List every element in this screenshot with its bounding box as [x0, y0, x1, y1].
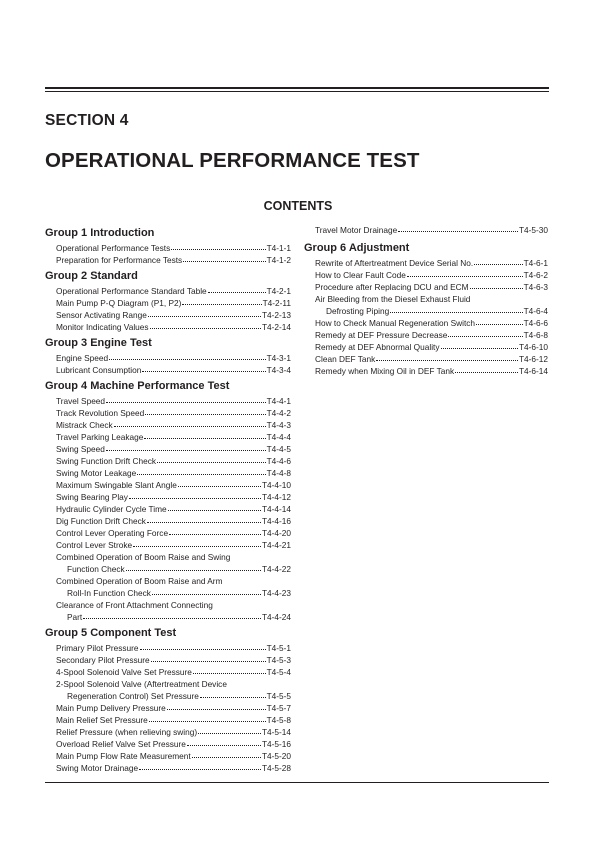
contents-heading: CONTENTS	[263, 199, 333, 213]
dot-leader	[183, 260, 265, 262]
toc-entry-text: 2-Spool Solenoid Valve (Aftertreatment Device	[56, 679, 227, 689]
dot-leader	[151, 660, 266, 662]
toc-entry[interactable]	[45, 750, 291, 762]
dot-leader	[150, 327, 261, 329]
page-title: OPERATIONAL PERFORMANCE TEST	[45, 149, 420, 172]
toc-entry-text: How to Check Manual Regeneration Switch	[315, 318, 476, 328]
toc-entry-text: Roll-In Function Check	[67, 588, 151, 598]
toc-entry-text: Control Lever Stroke	[56, 540, 133, 550]
toc-entry[interactable]	[45, 539, 291, 551]
toc-entry-text: Preparation for Performance Tests	[56, 255, 183, 265]
toc-entry-text: Swing Bearing Play	[56, 492, 128, 502]
toc-entry-text: Hydraulic Cylinder Cycle Time	[56, 504, 167, 514]
toc-entry-continuation	[56, 690, 291, 702]
dot-leader	[208, 291, 266, 293]
toc-entry-text: Swing Speed	[56, 444, 105, 454]
toc-page-number: T4-6-12	[518, 354, 548, 364]
toc-entry[interactable]	[45, 297, 291, 309]
toc-page-number: T4-6-14	[518, 366, 548, 376]
toc-entry-text: Travel Speed	[56, 396, 106, 406]
dot-leader	[198, 732, 261, 734]
dot-leader	[109, 358, 265, 360]
dot-leader	[455, 371, 518, 373]
toc-entry[interactable]	[45, 321, 291, 333]
toc-group-title: Group 3 Engine Test	[45, 337, 152, 349]
toc-entry-text: Dig Function Drift Check	[56, 516, 146, 526]
toc-page-number: T4-6-2	[523, 270, 548, 280]
toc-entry[interactable]	[45, 285, 291, 297]
toc-entry[interactable]	[45, 254, 291, 266]
toc-group-title: Group 5 Component Test	[45, 627, 177, 639]
toc-entry-text: Maximum Swingable Slant Angle	[56, 480, 177, 490]
dot-leader	[448, 335, 522, 337]
toc-entry-text: Mistrack Check	[56, 420, 113, 430]
dot-leader	[470, 287, 523, 289]
toc-page-number: T4-5-7	[266, 703, 291, 713]
toc-entry[interactable]	[45, 714, 291, 726]
dot-leader	[171, 248, 265, 250]
toc-entry-text: 4-Spool Solenoid Valve Set Pressure	[56, 667, 192, 677]
toc-page-number: T4-4-23	[261, 588, 291, 598]
dot-leader	[142, 370, 265, 372]
toc-entry-text: Clearance of Front Attachment Connecting	[56, 600, 213, 610]
toc-entry[interactable]	[304, 317, 548, 329]
toc-entry[interactable]	[304, 293, 548, 317]
toc-page-number: T4-5-3	[266, 655, 291, 665]
toc-page-number: T4-4-22	[261, 564, 291, 574]
toc-group-title: Group 4 Machine Performance Test	[45, 380, 230, 392]
toc-entry-text: Monitor Indicating Values	[56, 322, 149, 332]
toc-entry[interactable]	[45, 678, 291, 702]
toc-entry[interactable]	[45, 443, 291, 455]
toc-page-number: T4-4-14	[261, 504, 291, 514]
toc-entry[interactable]	[45, 352, 291, 364]
toc-entry[interactable]	[304, 353, 548, 365]
toc-page-number: T4-3-1	[266, 353, 291, 363]
toc-entry-continuation	[56, 611, 291, 623]
toc-group-title: Group 6 Adjustment	[304, 242, 410, 254]
toc-page-number: T4-1-1	[266, 243, 291, 253]
toc-entry-text: Remedy at DEF Pressure Decrease	[315, 330, 448, 340]
toc-entry-text: Remedy when Mixing Oil in DEF Tank	[315, 366, 455, 376]
toc-entry[interactable]	[304, 341, 548, 353]
toc-page-number: T4-5-20	[261, 751, 291, 761]
dot-leader	[192, 756, 261, 758]
toc-entry-text: Lubricant Consumption	[56, 365, 142, 375]
dot-leader	[152, 593, 261, 595]
dot-leader	[148, 315, 261, 317]
toc-page-number: T4-4-5	[266, 444, 291, 454]
dot-leader	[168, 509, 261, 511]
toc-entry-text: Remedy at DEF Abnormal Quality	[315, 342, 440, 352]
toc-entry[interactable]	[45, 395, 291, 407]
toc-page-number: T4-2-13	[261, 310, 291, 320]
toc-entry-text: Travel Parking Leakage	[56, 432, 144, 442]
toc-entry-text: Relief Pressure (when relieving swing)	[56, 727, 198, 737]
toc-entry-text: Operational Performance Standard Table	[56, 286, 207, 296]
toc-right-column	[304, 222, 548, 377]
toc-entry[interactable]	[45, 599, 291, 623]
dot-leader	[376, 359, 518, 361]
dot-leader	[157, 461, 266, 463]
toc-entry-text: Engine Speed	[56, 353, 109, 363]
toc-page-number: T4-2-1	[266, 286, 291, 296]
toc-page-number: T4-4-20	[261, 528, 291, 538]
toc-page-number: T4-5-30	[518, 225, 548, 235]
toc-entry[interactable]	[45, 467, 291, 479]
toc-entry-text: Operational Performance Tests	[56, 243, 171, 253]
toc-entry-text: Defrosting Piping	[326, 306, 390, 316]
toc-page-number: T4-1-2	[266, 255, 291, 265]
dot-leader	[126, 569, 261, 571]
toc-entry[interactable]	[45, 642, 291, 654]
dot-leader	[114, 425, 266, 427]
toc-entry[interactable]	[45, 242, 291, 254]
toc-page-number: T4-4-8	[266, 468, 291, 478]
section-label: SECTION 4	[45, 112, 129, 129]
toc-group-title: Group 1 Introduction	[45, 227, 155, 239]
dot-leader	[144, 437, 265, 439]
toc-entry[interactable]	[304, 257, 548, 269]
toc-page-number: T4-4-3	[266, 420, 291, 430]
toc-page-number: T4-5-14	[261, 727, 291, 737]
toc-page-number: T4-4-12	[261, 492, 291, 502]
toc-entry-text: Air Bleeding from the Diesel Exhaust Fluid	[315, 294, 471, 304]
toc-entry[interactable]	[45, 702, 291, 714]
toc-entry[interactable]	[45, 527, 291, 539]
toc-page-number: T4-5-16	[261, 739, 291, 749]
toc-page-number: T4-6-6	[523, 318, 548, 328]
toc-entry-text: Overload Relief Valve Set Pressure	[56, 739, 186, 749]
toc-entry[interactable]	[45, 491, 291, 503]
toc-entry-text: Combined Operation of Boom Raise and Swing	[56, 552, 231, 562]
dot-leader	[145, 413, 265, 415]
toc-page-number: T4-6-1	[523, 258, 548, 268]
toc-page-number: T4-4-10	[261, 480, 291, 490]
toc-entry[interactable]	[45, 455, 291, 467]
toc-entry[interactable]	[45, 309, 291, 321]
dot-leader	[139, 768, 261, 770]
toc-entry-text: Control Lever Operating Force	[56, 528, 169, 538]
toc-entry-text: How to Clear Fault Code	[315, 270, 406, 280]
toc-entry[interactable]	[45, 479, 291, 491]
toc-entry[interactable]	[304, 269, 548, 281]
dot-leader	[441, 347, 518, 349]
toc-page-number: T4-4-4	[266, 432, 291, 442]
toc-page-number: T4-5-8	[266, 715, 291, 725]
toc-entry[interactable]	[45, 364, 291, 376]
toc-entry[interactable]	[304, 224, 548, 236]
toc-entry[interactable]	[45, 575, 291, 599]
toc-entry-text: Sensor Activating Range	[56, 310, 147, 320]
toc-page-number: T4-2-14	[261, 322, 291, 332]
toc-entry-text: Main Pump Delivery Pressure	[56, 703, 166, 713]
toc-entry[interactable]	[45, 666, 291, 678]
header-rule-thin	[45, 91, 549, 92]
toc-page-number: T4-6-8	[523, 330, 548, 340]
dot-leader	[147, 521, 261, 523]
toc-entry-text: Primary Pilot Pressure	[56, 643, 139, 653]
toc-entry-text: Part	[67, 612, 83, 622]
toc-entry-text: Swing Motor Leakage	[56, 468, 137, 478]
toc-entry[interactable]	[45, 654, 291, 666]
toc-entry-text: Regeneration Control) Set Pressure	[67, 691, 199, 701]
toc-entry-text: Rewrite of Aftertreatment Device Serial No.	[315, 258, 474, 268]
toc-entry-text: Function Check	[67, 564, 125, 574]
toc-entry-text: Main Pump P-Q Diagram (P1, P2)	[56, 298, 182, 308]
dot-leader	[476, 323, 523, 325]
header-rule-thick	[45, 87, 549, 89]
dot-leader	[474, 263, 522, 265]
dot-leader	[83, 617, 261, 619]
toc-page-number: T4-4-16	[261, 516, 291, 526]
toc-page-number: T4-4-21	[261, 540, 291, 550]
toc-entry-text: Combined Operation of Boom Raise and Arm	[56, 576, 223, 586]
toc-entry-continuation	[56, 587, 291, 599]
toc-page-number: T4-6-4	[523, 306, 548, 316]
dot-leader	[187, 744, 261, 746]
toc-left-column	[45, 222, 291, 774]
toc-page-number: T4-2-11	[262, 298, 291, 308]
toc-entry-text: Swing Motor Drainage	[56, 763, 139, 773]
toc-entry-text: Swing Function Drift Check	[56, 456, 157, 466]
dot-leader	[149, 720, 266, 722]
dot-leader	[390, 311, 522, 313]
toc-entry-text: Main Relief Set Pressure	[56, 715, 148, 725]
toc-page-number: T4-4-1	[266, 396, 291, 406]
dot-leader	[407, 275, 523, 277]
dot-leader	[182, 303, 261, 305]
dot-leader	[133, 545, 261, 547]
toc-entry[interactable]	[45, 515, 291, 527]
toc-entry[interactable]	[45, 407, 291, 419]
toc-entry[interactable]	[304, 329, 548, 341]
toc-page-number: T4-5-1	[266, 643, 291, 653]
toc-page-number: T4-5-28	[261, 763, 291, 773]
toc-entry[interactable]	[304, 281, 548, 293]
toc-entry[interactable]	[45, 762, 291, 774]
dot-leader	[106, 449, 266, 451]
toc-entry[interactable]	[45, 738, 291, 750]
toc-entry[interactable]	[45, 551, 291, 575]
toc-entry-text: Travel Motor Drainage	[315, 225, 398, 235]
dot-leader	[129, 497, 261, 499]
toc-page-number: T4-4-2	[266, 408, 291, 418]
toc-page-number: T4-4-24	[261, 612, 291, 622]
toc-entry[interactable]	[45, 431, 291, 443]
toc-page-number: T4-5-4	[266, 667, 291, 677]
toc-page-number: T4-4-6	[266, 456, 291, 466]
toc-entry[interactable]	[45, 419, 291, 431]
dot-leader	[398, 230, 518, 232]
toc-page-number: T4-6-3	[523, 282, 548, 292]
toc-entry-text: Procedure after Replacing DCU and ECM	[315, 282, 469, 292]
toc-page-number: T4-3-4	[266, 365, 291, 375]
dot-leader	[178, 485, 261, 487]
toc-entry[interactable]	[45, 726, 291, 738]
toc-entry-text: Track Revolution Speed	[56, 408, 145, 418]
toc-entry[interactable]	[304, 365, 548, 377]
toc-entry-text: Main Pump Flow Rate Measurement	[56, 751, 191, 761]
dot-leader	[193, 672, 266, 674]
toc-page-number: T4-5-5	[266, 691, 291, 701]
toc-entry-continuation	[315, 305, 548, 317]
footer-rule	[45, 782, 549, 783]
toc-entry[interactable]	[45, 503, 291, 515]
toc-group-title: Group 2 Standard	[45, 270, 138, 282]
dot-leader	[140, 648, 266, 650]
toc-entry-text: Clean DEF Tank	[315, 354, 376, 364]
dot-leader	[167, 708, 266, 710]
dot-leader	[169, 533, 261, 535]
toc-entry-text: Secondary Pilot Pressure	[56, 655, 150, 665]
dot-leader	[137, 473, 265, 475]
dot-leader	[200, 696, 266, 698]
toc-entry-continuation	[56, 563, 291, 575]
toc-page-number: T4-6-10	[518, 342, 548, 352]
dot-leader	[106, 401, 266, 403]
